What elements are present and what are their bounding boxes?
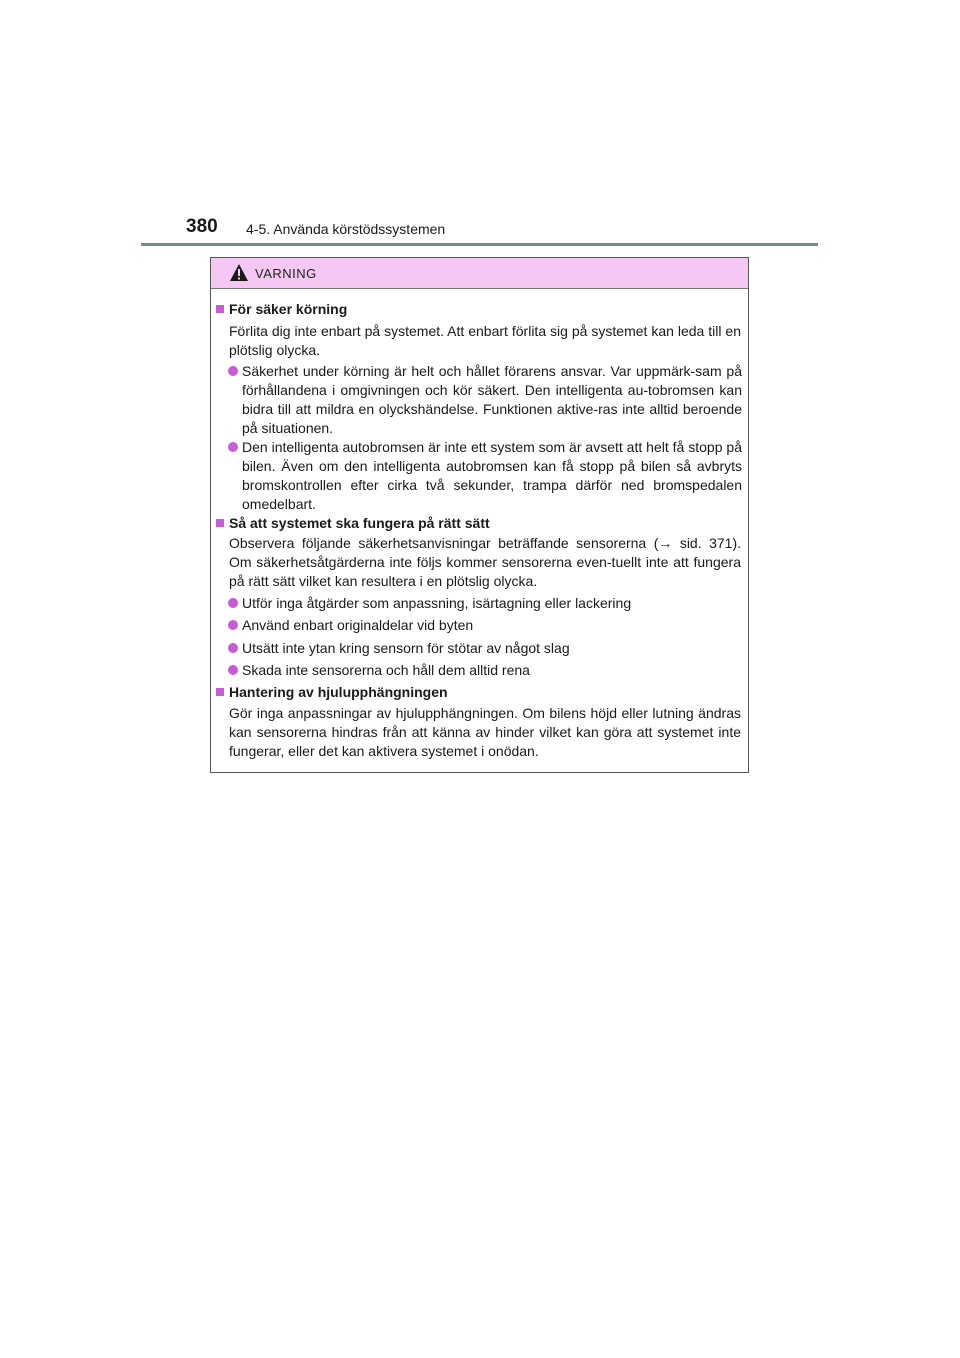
section-text: Förlita dig inte enbart på systemet. Att enbart förlita sig på systemet kan leda till en plötslig olycka.	[229, 323, 741, 358]
section-heading: Så att systemet ska fungera på rätt sätt	[216, 515, 490, 531]
section-text: Observera följande säkerhetsanvisningar beträffande sensorerna (→ sid. 371). Om säkerhetsåtgärderna inte följs kommer sensorerna even-tuellt inte att fungera på rätt sätt vilket kan resultera i en plötslig olycka.	[229, 535, 741, 589]
list-item: Skada inte sensorerna och håll dem alltid rena	[228, 661, 742, 680]
section-heading: Hantering av hjulupphängningen	[216, 684, 448, 700]
warning-header	[211, 258, 748, 289]
list-item: Använd enbart originaldelar vid byten	[228, 616, 742, 635]
list-item: Utsätt inte ytan kring sensorn för stötar av något slag	[228, 639, 742, 658]
circle-bullet-icon	[228, 366, 238, 376]
warning-box	[210, 257, 749, 773]
circle-bullet-icon	[228, 442, 238, 452]
square-bullet-icon	[216, 688, 224, 696]
page-header	[186, 216, 826, 244]
header-divider	[141, 243, 818, 246]
list-item: Säkerhet under körning är helt och hållet förarens ansvar. Var uppmärk-sam på förhållandena i omgivningen och kör säkert. Den intelligenta au-tobromsen kan bidra till att mildra en olyckshändelse. Funktionen aktive-ras inte alltid beroende på situationen.	[228, 362, 742, 438]
page-number: 380	[186, 216, 218, 237]
section-title: 4-5. Använda körstödssystemen	[246, 221, 446, 237]
circle-bullet-icon	[228, 665, 238, 675]
square-bullet-icon	[216, 519, 224, 527]
circle-bullet-icon	[228, 620, 238, 630]
list-item: Den intelligenta autobromsen är inte ett system som är avsett att helt få stopp på bilen. Även om den intelligenta autobromsen kan få stopp på bilen så avbryts bromskontrollen efter cirka två sekunder, trampa därför ned bromspedalen omedelbart.	[228, 438, 742, 514]
circle-bullet-icon	[228, 598, 238, 608]
warning-label: VARNING	[255, 266, 317, 281]
list-item: Utför inga åtgärder som anpassning, isärtagning eller lackering	[228, 594, 742, 613]
warning-triangle-icon	[229, 263, 249, 282]
circle-bullet-icon	[228, 643, 238, 653]
square-bullet-icon	[216, 305, 224, 313]
section-heading: För säker körning	[216, 301, 347, 317]
section-text: Gör inga anpassningar av hjulupphängningen. Om bilens höjd eller lutning ändras kan sensorerna hindras från att känna av hinder vilket kan göra att systemet inte fungerar, eller det kan aktivera systemet i onödan.	[229, 705, 741, 759]
